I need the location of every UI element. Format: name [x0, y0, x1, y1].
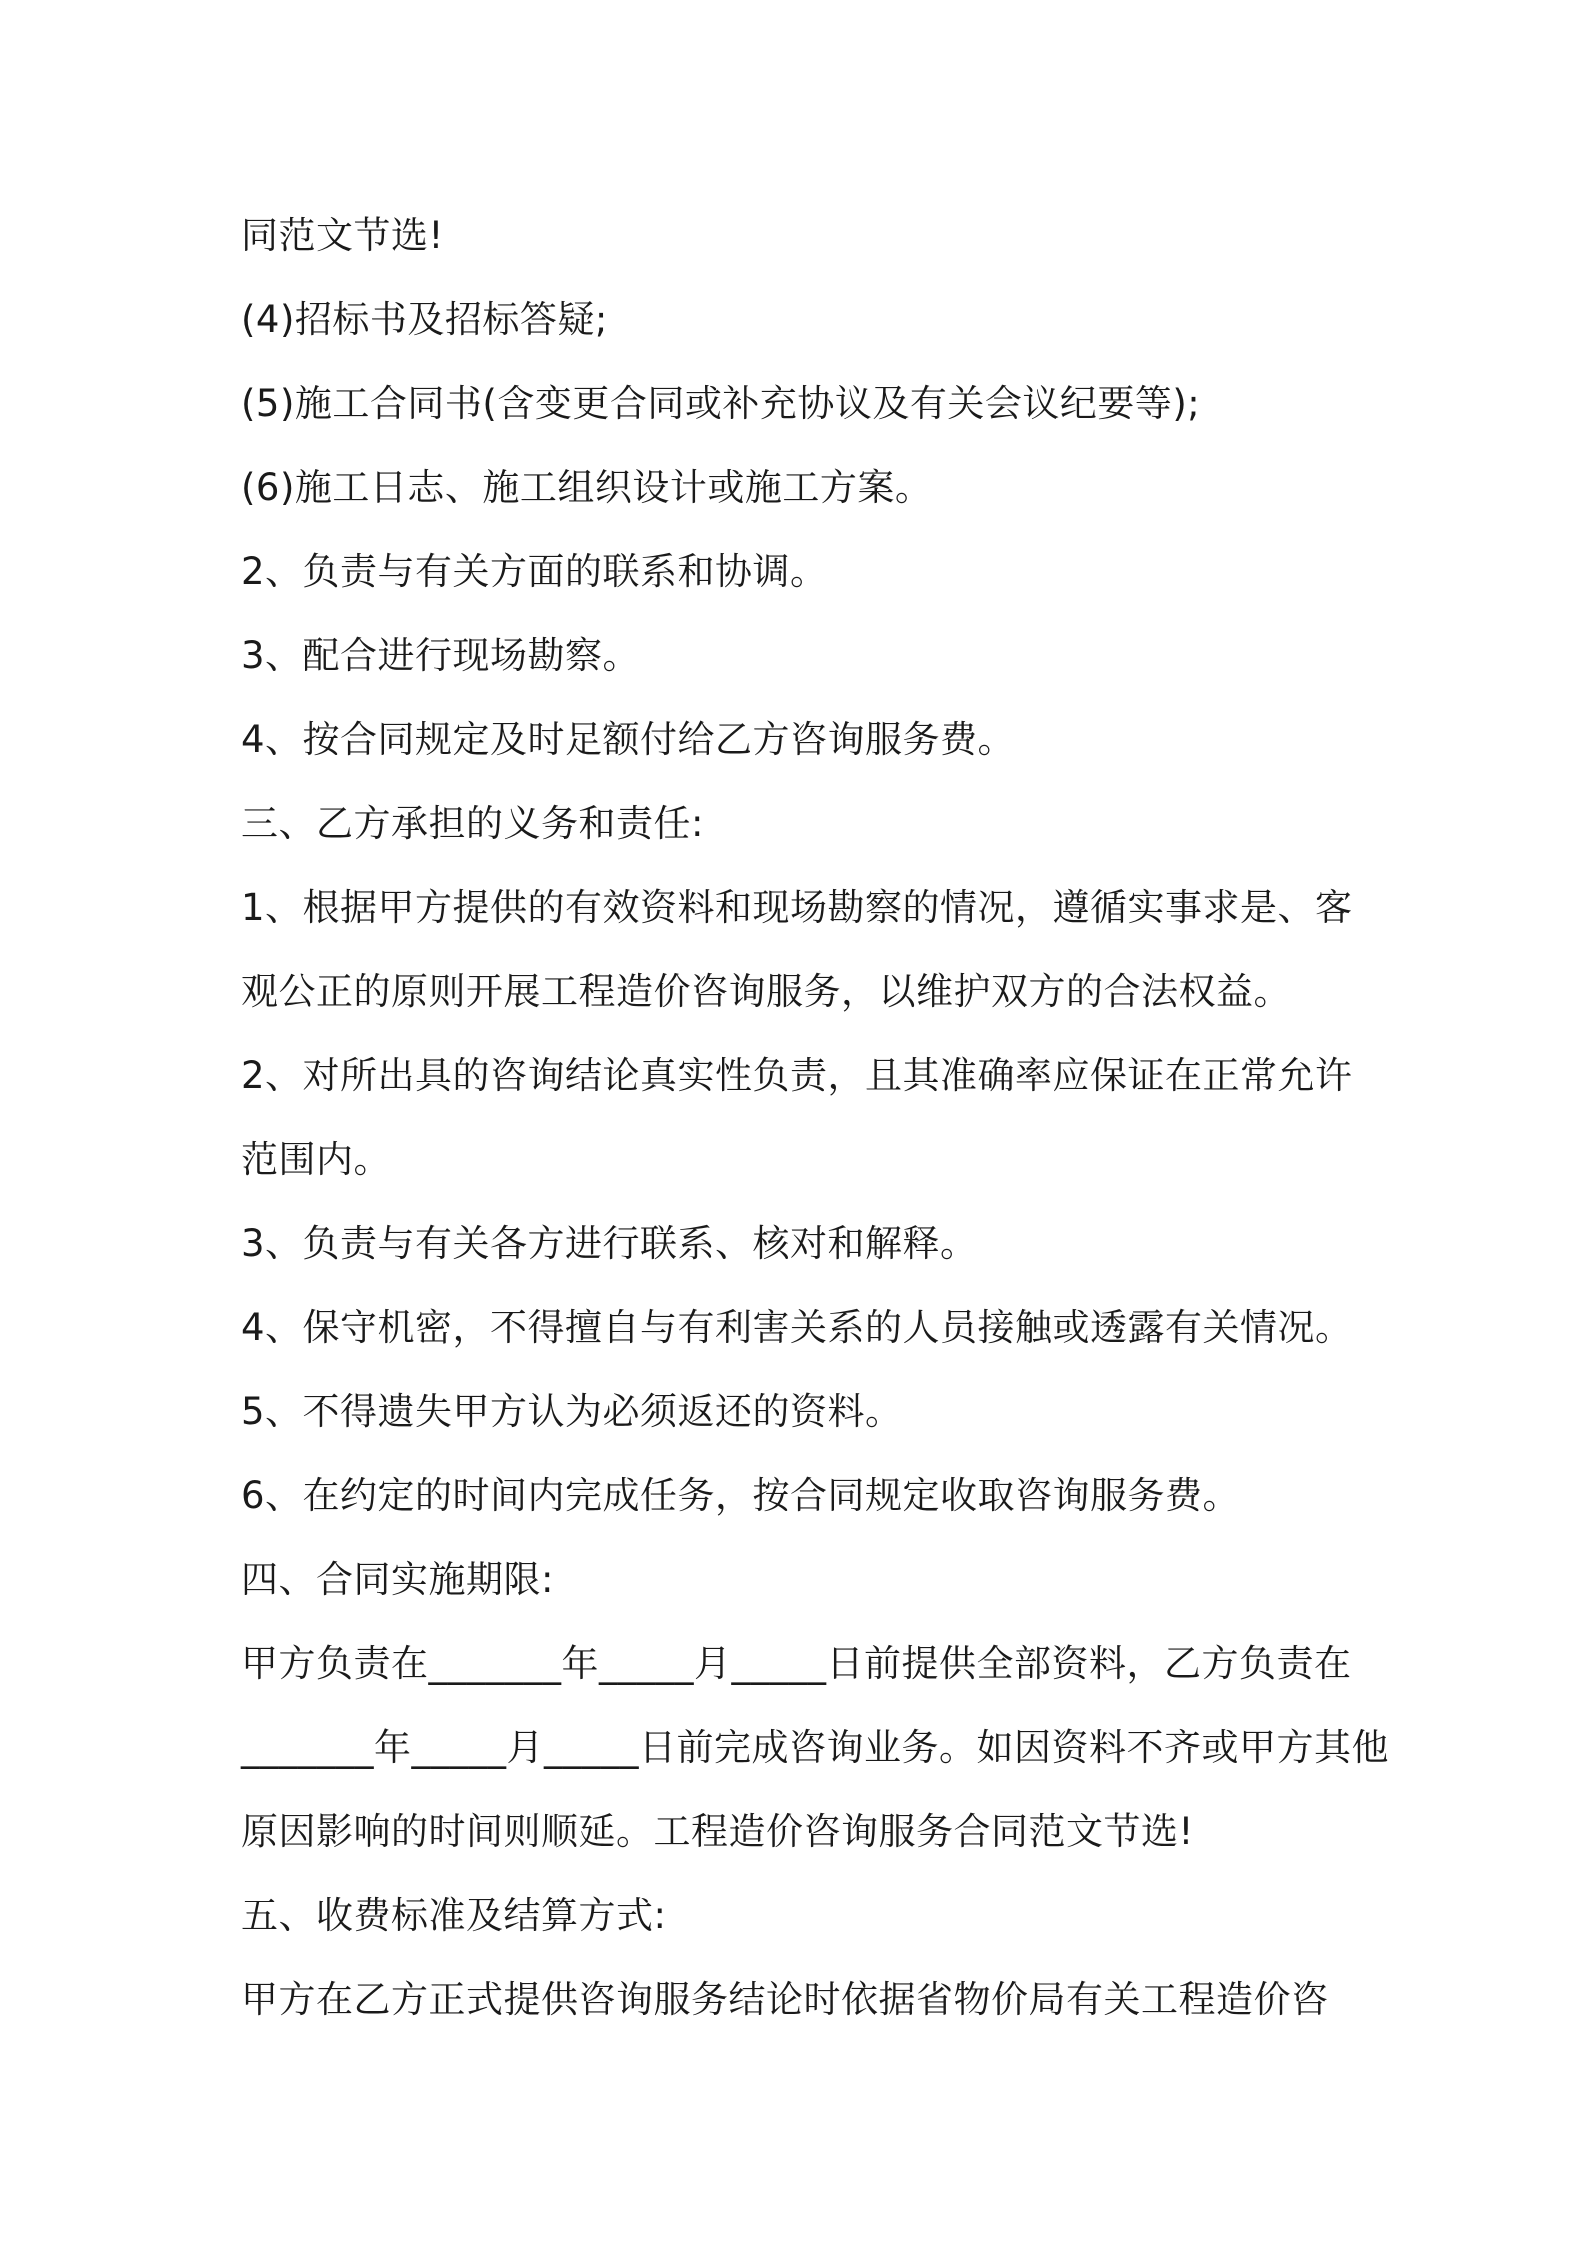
party-a-duty-3: 3、配合进行现场勘察。 [241, 634, 641, 677]
section-heading-4: 四、合同实施期限: [241, 1558, 554, 1601]
section-heading-5: 五、收费标准及结算方式: [241, 1894, 667, 1937]
term-paragraph-line-1: 甲方负责在_______年_____月_____日前提供全部资料，乙方负责在 [241, 1642, 1352, 1685]
fee-paragraph-line-1: 甲方在乙方正式提供咨询服务结论时依据省物价局有关工程造价咨 [241, 1978, 1329, 2021]
text-line: 同范文节选! [241, 214, 444, 257]
document-body [241, 194, 1389, 2042]
party-b-duty-2-cont: 范围内。 [241, 1138, 391, 1181]
party-b-duty-4: 4、保守机密，不得擅自与有利害关系的人员接触或透露有关情况。 [241, 1306, 1353, 1349]
party-b-duty-5: 5、不得遗失甲方认为必须返还的资料。 [241, 1390, 903, 1433]
list-item-5: (5)施工合同书(含变更合同或补充协议及有关会议纪要等); [241, 382, 1201, 425]
term-paragraph-line-2: _______年_____月_____日前完成咨询业务。如因资料不齐或甲方其他 [241, 1726, 1389, 1769]
party-a-duty-4: 4、按合同规定及时足额付给乙方咨询服务费。 [241, 718, 1016, 761]
party-b-duty-3: 3、负责与有关各方进行联系、核对和解释。 [241, 1222, 978, 1265]
section-heading-3: 三、乙方承担的义务和责任: [241, 802, 704, 845]
party-b-duty-2: 2、对所出具的咨询结论真实性负责，且其准确率应保证在正常允许 [241, 1054, 1353, 1097]
party-a-duty-2: 2、负责与有关方面的联系和协调。 [241, 550, 828, 593]
list-item-4: (4)招标书及招标答疑; [241, 298, 608, 341]
party-b-duty-1: 1、根据甲方提供的有效资料和现场勘察的情况，遵循实事求是、客 [241, 886, 1353, 929]
term-paragraph-line-3: 原因影响的时间则顺延。工程造价咨询服务合同范文节选! [241, 1810, 1194, 1853]
party-b-duty-1-cont: 观公正的原则开展工程造价咨询服务，以维护双方的合法权益。 [241, 970, 1291, 1013]
list-item-6: (6)施工日志、施工组织设计或施工方案。 [241, 466, 933, 509]
party-b-duty-6: 6、在约定的时间内完成任务，按合同规定收取咨询服务费。 [241, 1474, 1241, 1517]
